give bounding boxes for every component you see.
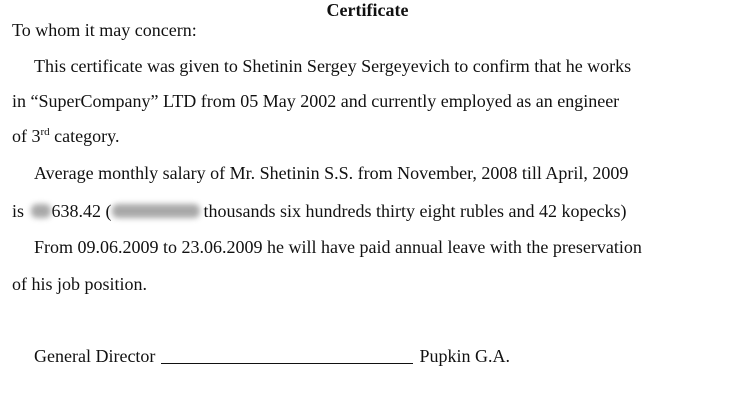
category-suffix: category. <box>49 126 120 146</box>
paragraph-3-line-1: From 09.06.2009 to 23.06.2009 he will have paid annual leave with the preservation <box>34 237 642 257</box>
signatory-position: General Director <box>34 346 156 366</box>
paragraph-2-line-1: Average monthly salary of Mr. Shetinin S.S. from November, 2008 till April, 2009 <box>34 163 629 183</box>
salutation: To whom it may concern: <box>12 20 197 40</box>
salary-is: is <box>12 201 29 221</box>
paragraph-3-line-2: of his job position. <box>12 274 148 294</box>
certificate-title: Certificate <box>326 0 409 20</box>
signature-line <box>161 347 413 364</box>
signature-block <box>34 344 510 368</box>
blurred-salary-digits <box>31 204 51 218</box>
paragraph-1-line-3 <box>12 124 119 148</box>
open-paren: ( <box>101 201 112 221</box>
paragraph-1-line-2: in “SuperCompany” LTD from 05 May 2002 and currently employed as an engineer <box>12 91 620 111</box>
signatory-name: Pupkin G.A. <box>419 346 510 366</box>
salary-in-words: thousands six hundreds thirty eight rubles and 42 kopecks) <box>203 201 627 221</box>
blurred-salary-words <box>112 204 200 218</box>
category-prefix: of 3 <box>12 126 41 146</box>
paragraph-1-line-1: This certificate was given to Shetinin Sergey Sergeyevich to confirm that he works <box>34 56 632 76</box>
category-superscript: rd <box>40 126 50 138</box>
paragraph-2-line-2 <box>12 199 626 223</box>
salary-amount: 638.42 <box>51 201 102 221</box>
